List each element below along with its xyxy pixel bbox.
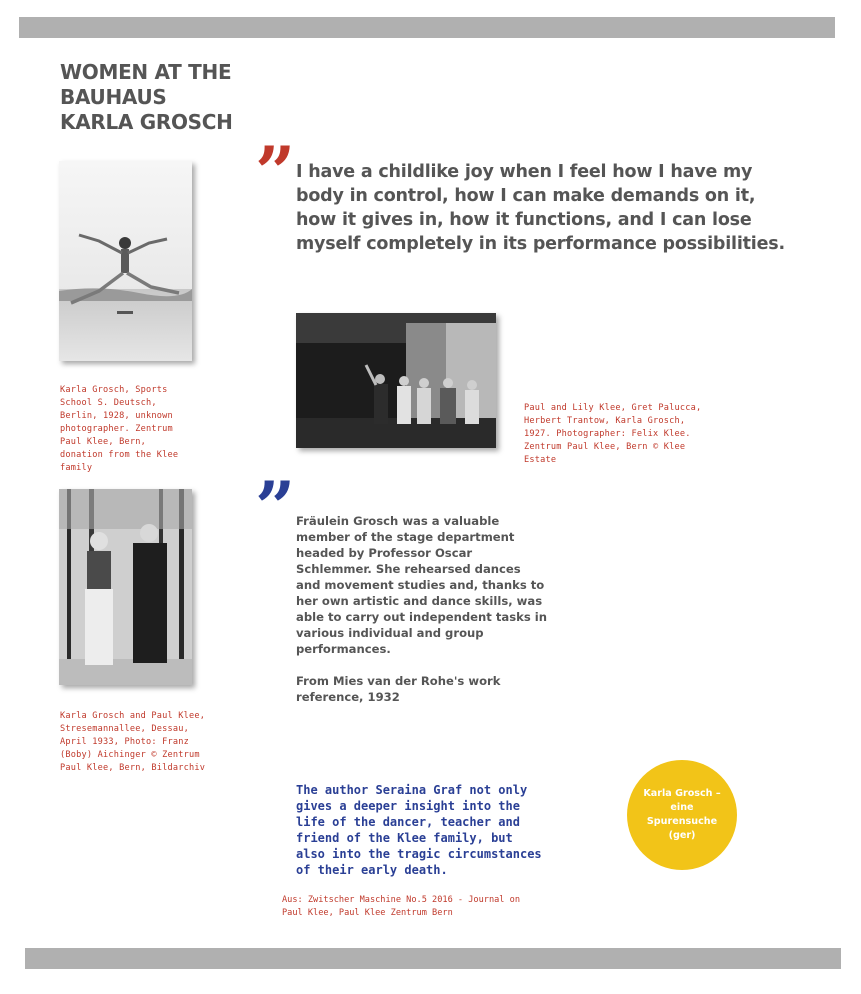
caption-line: Karla Grosch, Sports xyxy=(60,385,168,395)
quote-line: and movement studies and, thanks to xyxy=(296,578,545,592)
caption-line: donation from the Klee xyxy=(60,450,179,460)
source-line: Paul Klee, Paul Klee Zentrum Bern xyxy=(282,908,453,918)
quote-line: various individual and group xyxy=(296,626,484,640)
quote-line: able to carry out independent tasks in xyxy=(296,610,548,624)
badge-line: Spurensuche xyxy=(646,816,718,827)
quote-mark-icon: ” xyxy=(255,131,296,214)
bottom-bar xyxy=(25,948,841,969)
caption-line: (Boby) Aichinger © Zentrum xyxy=(60,750,200,760)
caption-photo1 xyxy=(60,384,178,475)
caption-line: photographer. Zentrum xyxy=(60,424,173,434)
quote-line: myself completely in its performance possibilities. xyxy=(296,234,785,254)
title-line: BAUHAUS xyxy=(60,85,167,109)
photo-group-klee xyxy=(296,313,496,448)
author-note-line: gives a deeper insight into the xyxy=(296,799,520,813)
quote-line: how it gives in, how it functions, and I can lose xyxy=(296,210,752,230)
title-line: WOMEN AT THE xyxy=(60,60,232,84)
caption-photo2 xyxy=(524,402,701,467)
caption-line: family xyxy=(60,463,93,473)
caption-line: Estate xyxy=(524,455,557,465)
badge-line: Karla Grosch – xyxy=(643,788,721,799)
author-note-line: of their early death. xyxy=(296,863,448,877)
caption-line: Paul Klee, Bern, Bildarchiv xyxy=(60,763,206,773)
main-quote xyxy=(296,160,826,256)
caption-line: 1927. Photographer: Felix Klee. xyxy=(524,429,691,439)
quote-line: performances. xyxy=(296,642,391,656)
page-title xyxy=(60,60,280,135)
badge-line: eine xyxy=(670,802,694,813)
author-note-line: friend of the Klee family, but xyxy=(296,831,513,845)
quote-line: I have a childlike joy when I feel how I have my xyxy=(296,162,753,182)
caption-line: Zentrum Paul Klee, Bern © Klee xyxy=(524,442,686,452)
author-note-line: also into the tragic circumstances xyxy=(296,847,542,861)
journal-source xyxy=(282,894,520,920)
photo-karla-jumping xyxy=(59,161,192,361)
caption-photo3 xyxy=(60,710,205,775)
quote-mark-icon: ” xyxy=(255,466,296,549)
quote-line: Fräulein Grosch was a valuable xyxy=(296,514,500,528)
caption-line: School S. Deutsch, xyxy=(60,398,157,408)
quote-line: body in control, how I can make demands on it, xyxy=(296,186,756,206)
caption-line: Berlin, 1928, unknown xyxy=(60,411,173,421)
quote-line: her own artistic and dance skills, was xyxy=(296,594,543,608)
badge-line: (ger) xyxy=(668,830,696,841)
second-quote xyxy=(296,513,576,705)
caption-line: Paul and Lily Klee, Gret Palucca, xyxy=(524,403,702,413)
caption-line: Karla Grosch and Paul Klee, xyxy=(60,711,206,721)
quote-line: member of the stage department xyxy=(296,530,515,544)
quote-line: Schlemmer. She rehearsed dances xyxy=(296,562,521,576)
title-line: KARLA GROSCH xyxy=(60,110,233,134)
quote-source-line: From Mies van der Rohe's work xyxy=(296,674,501,688)
quote-line: headed by Professor Oscar xyxy=(296,546,473,560)
author-note-line: The author Seraina Graf not only xyxy=(296,783,528,797)
photo-karla-paul-klee xyxy=(59,489,192,685)
caption-line: Stresemannallee, Dessau, xyxy=(60,724,189,734)
top-bar xyxy=(19,17,835,38)
spurensuche-link-button[interactable] xyxy=(627,760,737,870)
author-note xyxy=(296,782,596,878)
caption-line: Paul Klee, Bern, xyxy=(60,437,146,447)
caption-line: April 1933, Photo: Franz xyxy=(60,737,189,747)
author-note-line: life of the dancer, teacher and xyxy=(296,815,520,829)
caption-line: Herbert Trantow, Karla Grosch, xyxy=(524,416,686,426)
source-line: Aus: Zwitscher Maschine No.5 2016 - Journal on xyxy=(282,895,520,905)
quote-source-line: reference, 1932 xyxy=(296,690,400,704)
